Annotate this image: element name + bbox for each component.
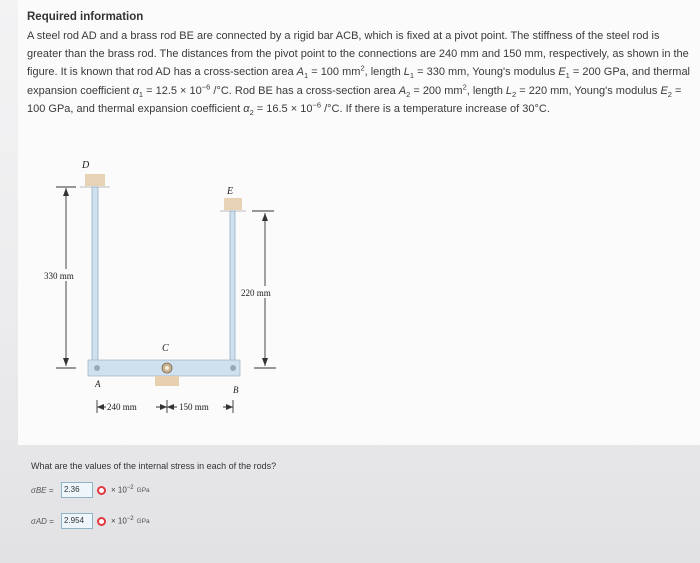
pin-B [230, 365, 236, 371]
support-E [224, 198, 242, 210]
sigma-be-unit: × $10^{-2}$ [111, 485, 134, 495]
label-B: B [233, 385, 239, 395]
label-C: C [162, 343, 169, 354]
label-A: A [95, 379, 101, 389]
label-D: D [82, 160, 90, 171]
dim-240-arrow-left [97, 404, 104, 410]
rod-BE [230, 211, 235, 369]
label-E: E [227, 186, 234, 197]
sigma-ad-input[interactable]: 2.954 [61, 513, 93, 529]
dim-220-arrow-bottom [262, 358, 268, 366]
dim-330-arrow-top [63, 188, 69, 196]
dim-330-label: 330 mm [44, 271, 74, 281]
rod-AD [92, 187, 98, 369]
problem-statement: A steel rod AD and a brass rod BE are connected by a rigid bar ACB, which is fixed at a pivot point. The stiffness of the steel rod is greater than the brass rod. The distances from the pivot point to the connections are 240 mm and 150 mm, respectively, as shown in the figure. It is known that rod AD has a cross-section area $A_1 = 100$ $mm^2$, length $L_1 = 330$ mm, Young's modulus $E_1 = 200$ GPa, and thermal expansion coefficient $\alpha_1 = 12.5 \times 10^{-6}$ /°C. Rod BE has a cross-section area $A_2 = 200$ $mm^2$, length $L_2 = 220$ mm, Young's modulus $E_2 = 100$ GPa, and thermal expansion coefficient $\alpha_2 = 16.5 \times 10^{-6}$ /°C. If there is a temperature increase of 30°C. [27, 30, 691, 117]
dim-150-label: 150 mm [179, 402, 209, 412]
dim-220-label: 220 mm [241, 288, 271, 298]
support-D [85, 174, 105, 186]
sigma-ad-label: σAD = [31, 516, 54, 526]
answer-row-sigma-ad [31, 512, 150, 530]
section-title: Required information [27, 11, 144, 23]
sigma-be-gpa: GPa [136, 486, 150, 494]
sigma-ad-unit: × $10^{-2}$ [111, 516, 134, 526]
dim-240-arrow-right [160, 404, 167, 410]
pivot-C-inner [165, 366, 169, 370]
incorrect-icon [97, 517, 106, 526]
sigma-be-label: σBE = [31, 485, 54, 495]
incorrect-icon [97, 486, 106, 495]
pivot-support [155, 376, 179, 386]
dim-150-arrow-left [167, 404, 174, 410]
rod-diagram [40, 150, 340, 425]
dim-330-arrow-bottom [63, 358, 69, 366]
dim-150-arrow-right [226, 404, 233, 410]
sigma-be-input[interactable]: 2.36 [61, 482, 93, 498]
pin-A [94, 365, 100, 371]
dim-240-label: 240 mm [107, 402, 137, 412]
dim-220-arrow-top [262, 213, 268, 221]
question-text: What are the values of the internal stress in each of the rods? [31, 461, 277, 471]
sigma-ad-gpa: GPa [136, 517, 150, 525]
answer-row-sigma-be [31, 481, 150, 499]
